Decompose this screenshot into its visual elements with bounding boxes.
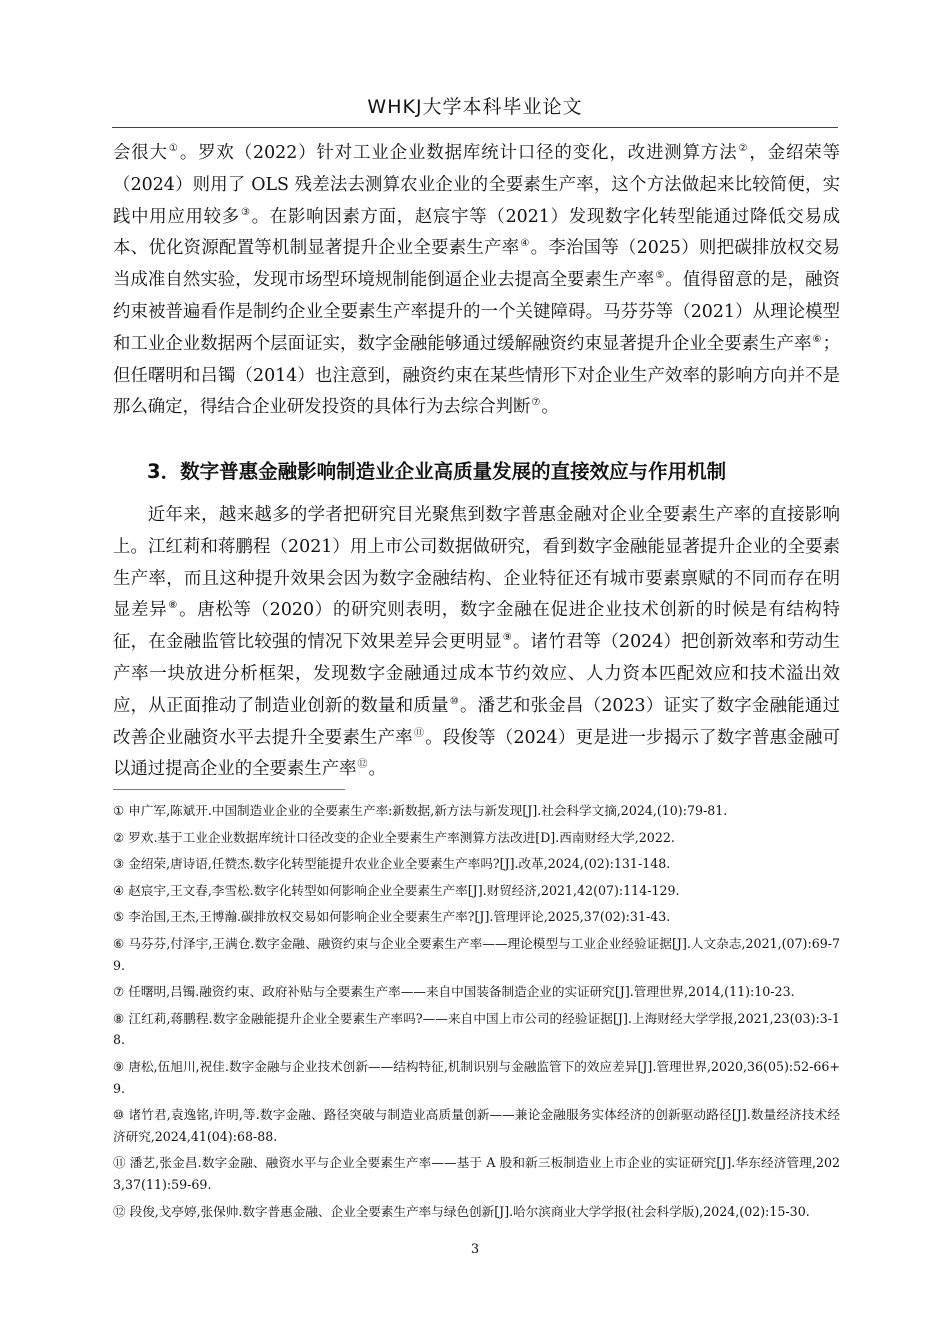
paragraph-text [113,500,840,786]
footnote-mark: ⑧ [113,1010,125,1026]
footnote-item [113,906,840,928]
footnote-item [113,853,840,875]
footnote-text: 罗欢.基于工业企业数据库统计口径改变的企业全要素生产率测算方法改进[D].西南财经大学,2022. [128,829,675,845]
footnote-item [113,1008,840,1051]
footnote-text: 金绍荣,唐诗语,任赞杰.数字化转型能提升农业企业全要素生产率吗?[J].改革,2024,(02):131-148. [128,856,671,872]
footnote-mark: ⑪ [113,1155,126,1171]
footnote-mark: ⑤ [113,909,125,925]
footnote-text: 段俊,戈亭婷,张保帅.数字普惠金融、企业全要素生产率与绿色创新[J].哈尔滨商业大学学报(社会科学版),2024,(02):15-30. [129,1203,810,1219]
header-divider [112,127,838,128]
footnote-reference: ⑦ [531,397,541,409]
text-run: 。值得留意的是，融资约束被普遍看作是制约企业全要素生产率提升的一个关键障碍。马芬芬等（2021）从理论模型和工业企业数据两个层面证实，数字金融能够通过缓解融资约束显著提升企业全要素生产率 [113,270,840,354]
footnote-mark: ⑫ [113,1203,126,1219]
footnote-item [113,981,840,1003]
footnote-item [113,933,840,976]
footnote-reference: ⑧ [168,600,179,612]
footnote-mark: ① [113,803,125,818]
footnote-mark: ⑩ [113,1107,125,1123]
text-run: ；但任曙明和吕镯（2014）也注意到，融资约束在某些情形下对企业生产效率的影响方向并不是那么确定，得结合企业研发投资的具体行为去综合判断 [113,333,840,418]
footnote-divider [113,789,345,790]
section-heading: 3．数字普惠金融影响制造业企业高质量发展的直接效应与作用机制 [147,460,727,483]
footnote-text: 赵宸宇,王文春,李雪松.数字化转型如何影响企业全要素生产率[J].财贸经济,2021,42(07):114-129. [128,882,680,898]
text-run: 。诸竹君等（2024）把创新效率和劳动生产率一块放进分析框架，发现数字金融通过成本节约效应、人力资本匹配效应和技术溢出效应，从正面推动了制造业创新的数量和质量 [113,632,840,716]
footnote-mark: ② [113,829,125,845]
text-run: 。段俊等（2024）更是进一步揭示了数字普惠金融可以通过提高企业的全要素生产率 [113,727,840,780]
footnote-text: 江红莉,蒋鹏程.数字金融能提升企业全要素生产率吗?——来自中国上市公司的经验证据[J].上海财经大学学报,2021,23(03):3-18. [113,1010,841,1048]
footnote-reference: ① [168,143,179,154]
footnote-mark: ③ [113,856,125,872]
footnote-reference: ⑨ [502,632,512,644]
page-header: WHKJ大学本科毕业论文 [367,96,583,118]
text-run: 近年来，越来越多的学者把研究目光聚焦到数字普惠金融对企业全要素生产率的直接影响上。江红莉和蒋鹏程（2021）用上市公司数据做研究，看到数字金融能显著提升企业的全要素生产率，而且这种提升效果会因为数字金融结构、企业特征还有城市要素禀赋的不同而存在明显差异 [113,505,840,621]
footnote-text: 潘艺,张金昌.数字金融、融资水平与企业全要素生产率——基于 A 股和新三板制造业上市企业的实证研究[J].华东经济管理,2023,37(11):59-69. [113,1155,841,1192]
footnote-mark: ⑦ [113,984,125,1000]
text-run: 。 [368,759,386,780]
footnote-reference: ⑫ [357,759,368,771]
footnote-item [113,827,840,849]
footnote-text: 诸竹君,袁逸铭,许明,等.数字金融、路径突破与制造业高质量创新——兼论金融服务实体经济的创新驱动路径[J].数量经济技术经济研究,2024,41(04):68-88. [113,1107,840,1144]
footnote-reference: ② [738,143,749,154]
footnote-reference: ④ [520,238,530,250]
text-run: 。罗欢（2022）针对工业企业数据库统计口径的变化，改进测算方法 [179,143,738,163]
body-paragraph-2 [113,500,840,786]
text-run: 。唐松等（2020）的研究则表明，数字金融在促进企业技术创新的时候是有结构特征，在金融监管比较强的情况下效果差异会更明显 [113,600,840,653]
text-run: 会很大 [113,143,168,163]
footnote-text: 任曙明,吕镯.融资约束、政府补贴与全要素生产率——来自中国装备制造企业的实证研究[J].管理世界,2014,(11):10-23. [128,984,795,1000]
footnote-reference: ⑩ [449,695,459,707]
footnote-mark: ⑥ [113,935,125,951]
footnote-mark: ④ [113,882,125,898]
footnote-text: 马芬芬,付泽宇,王满仓.数字金融、融资约束与企业全要素生产率——理论模型与工业企业经验证据[J].人文杂志,2021,(07):69-79. [113,935,840,973]
footnote-reference: ⑪ [413,727,425,739]
footnote-item [113,1104,840,1147]
footnote-item [113,800,840,822]
footnote-mark: ⑨ [113,1058,125,1074]
body-paragraph-1 [113,138,840,424]
footnote-reference: ③ [240,206,251,218]
text-run: 。李治国等（2025）则把碳排放权交易当成准自然实验，发现市场型环境规制能倒逼企业去提高全要素生产率 [113,238,840,291]
footnote-reference: ⑥ [812,333,822,345]
page-number: 3 [470,1242,480,1257]
footnotes-list [113,800,840,1227]
footnote-text: 李治国,王杰,王博瀚.碳排放权交易如何影响企业全要素生产率?[J].管理评论,2025,37(02):31-43. [128,909,671,925]
text-run: 。在影响因素方面，赵宸宇等（2021）发现数字化转型能通过降低交易成本、优化资源配置等机制显著提升企业全要素生产率 [113,206,840,259]
footnote-item [113,880,840,902]
footnote-text: 申广军,陈斌开.中国制造业企业的全要素生产率:新数据,新方法与新发现[J].社会科学文摘,2024,(10):79-81. [128,803,728,818]
footnote-reference: ⑤ [655,270,665,282]
text-run: 。 [541,397,559,418]
footnote-item [113,1152,840,1195]
footnote-item [113,1201,840,1223]
footnote-item [113,1056,840,1099]
paragraph-text [113,138,840,424]
text-run: 。潘艺和张金昌（2023）证实了数字金融能通过改善企业融资水平去提升全要素生产率 [113,695,840,748]
footnote-text: 唐松,伍旭川,祝佳.数字金融与企业技术创新——结构特征,机制识别与金融监管下的效应差异[J].管理世界,2020,36(05):52-66+9. [113,1058,840,1096]
text-run: ，金绍荣等（2024）则用了 OLS 残差法去测算农业企业的全要素生产率，这个方法做起来比较简便，实践中用应用较多 [113,143,840,227]
